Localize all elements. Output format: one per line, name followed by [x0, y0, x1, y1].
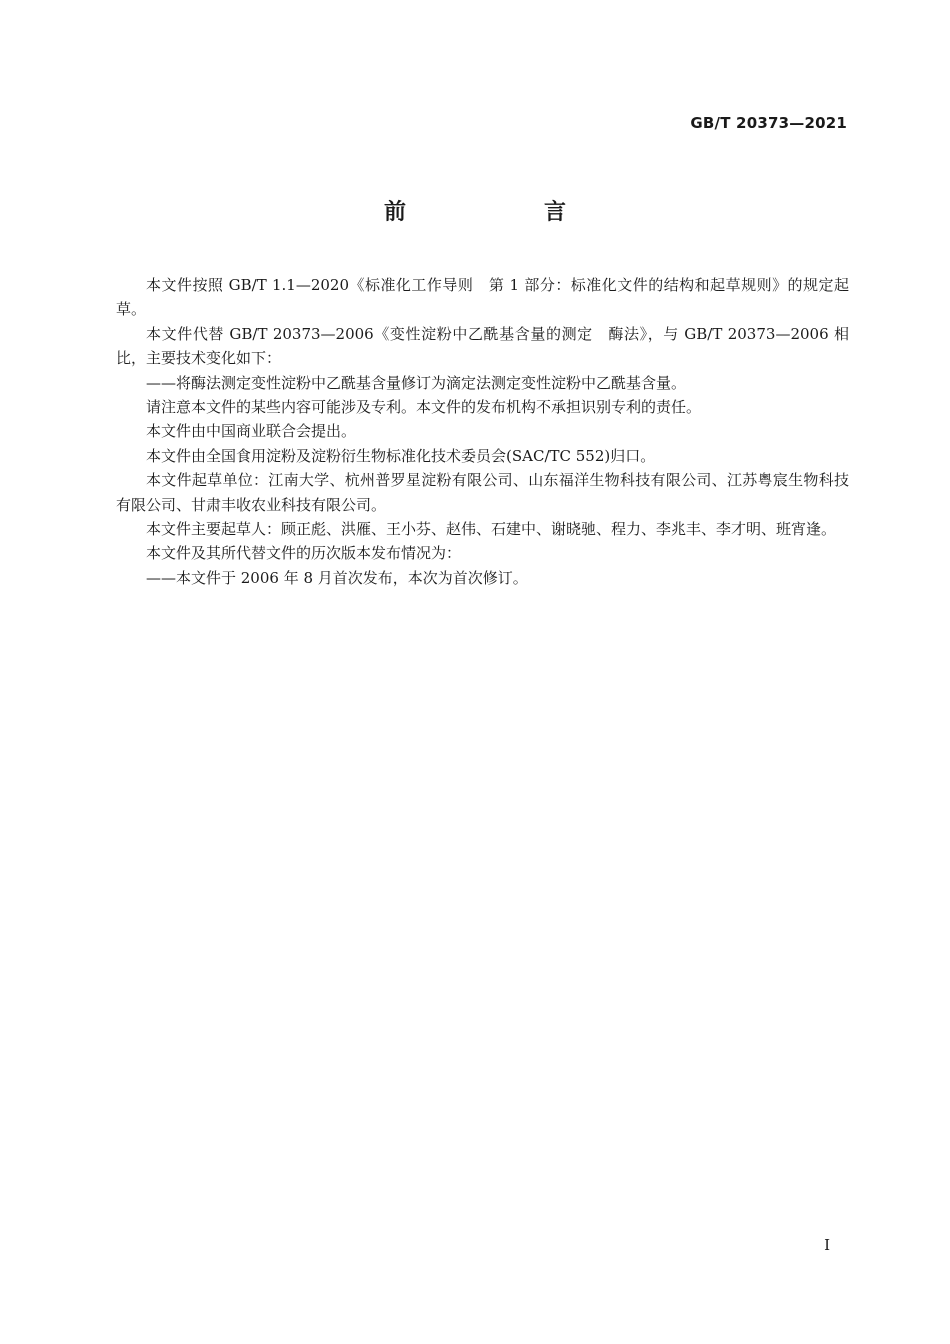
- page-number: I: [824, 1236, 830, 1254]
- paragraph-drafting-units: 本文件起草单位：江南大学、杭州普罗星淀粉有限公司、山东福洋生物科技有限公司、江苏粤宸生物科技有限公司、甘肃丰收农业科技有限公司。: [116, 471, 849, 514]
- paragraph-patent-notice: 请注意本文件的某些内容可能涉及专利。本文件的发布机构不承担识别专利的责任。: [146, 398, 702, 417]
- paragraph-first-release: ——本文件于 2006 年 8 月首次发布，本次为首次修订。: [146, 568, 528, 587]
- standard-number: GB/T 20373—2021: [690, 114, 847, 132]
- page-title: 前 言: [383, 200, 624, 225]
- paragraph-centralized-by: 本文件由全国食用淀粉及淀粉衍生物标准化技术委员会(SAC/TC 552)归口。: [146, 446, 656, 465]
- paragraph-replaces: 本文件代替 GB/T 20373—2006《变性淀粉中乙酰基含量的测定 酶法》，与 GB/T 20373—2006 相比，主要技术变化如下：: [116, 324, 849, 368]
- paragraph-technical-change: ——将酶法测定变性淀粉中乙酰基含量修订为滴定法测定变性淀粉中乙酰基含量。: [146, 373, 687, 392]
- paragraph-drafting-rules: 本文件按照 GB/T 1.1—2020《标准化工作导则 第 1 部分：标准化文件的结构和起草规则》的规定起草。: [116, 276, 849, 319]
- paragraph-version-history: 本文件及其所代替文件的历次版本发布情况为：: [146, 544, 462, 563]
- paragraph-proposed-by: 本文件由中国商业联合会提出。: [146, 422, 357, 441]
- foreword-body: [116, 273, 849, 590]
- paragraph-drafters: 本文件主要起草人：顾正彪、洪雁、王小芬、赵伟、石建中、谢晓驰、程力、李兆丰、李才明、班宵逢。: [146, 520, 837, 539]
